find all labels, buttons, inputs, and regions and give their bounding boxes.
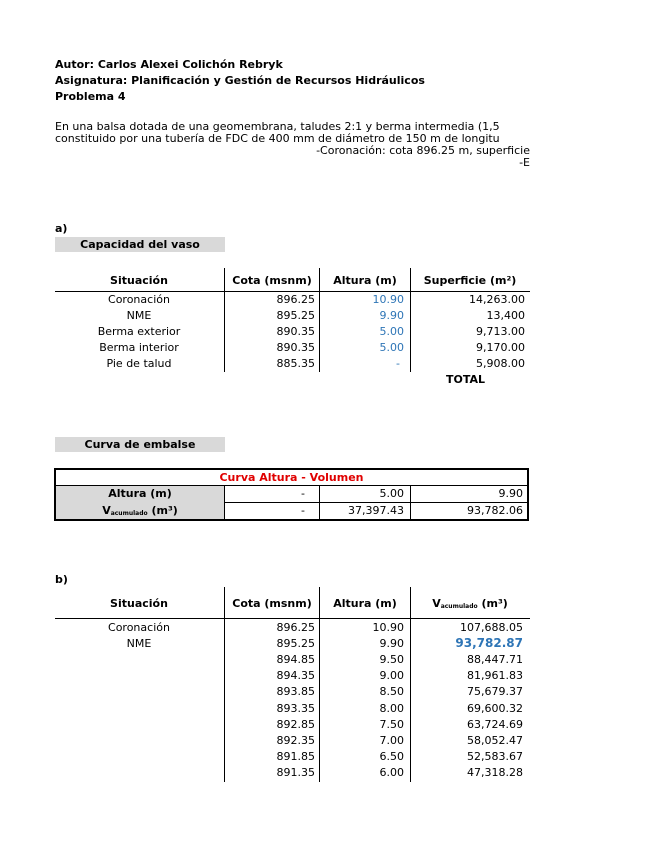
- cota-cell: 895.25: [276, 637, 315, 651]
- statement-line-4: -E: [519, 156, 530, 169]
- vol-cell: 88,447.71: [467, 653, 523, 667]
- cota-cell: 894.85: [276, 653, 315, 667]
- situacion-cell: [55, 652, 223, 667]
- col-header-situacion: Situación: [110, 274, 168, 287]
- section-a-label: a): [55, 222, 68, 235]
- cota-cell: 892.85: [276, 717, 315, 731]
- altura-cell: 9.00: [379, 669, 404, 683]
- cota-cell: 892.35: [276, 733, 315, 747]
- value-cell: 5.00: [379, 487, 404, 500]
- situacion-cell: NME: [126, 637, 152, 651]
- vol-cell: 69,600.32: [467, 701, 523, 715]
- altura-cell: 9.50: [379, 653, 404, 667]
- cota-cell: 896.25: [276, 621, 315, 634]
- cota-cell: 891.35: [276, 765, 315, 779]
- altura-cell: 5.00: [379, 341, 404, 354]
- col-header-situacion: Situación: [110, 597, 168, 610]
- altura-cell: 9.90: [379, 309, 404, 322]
- vol-cell: 58,052.47: [467, 733, 523, 747]
- altura-cell: 8.50: [379, 685, 404, 699]
- altura-cell: 10.90: [372, 293, 404, 306]
- altura-row-label: Altura (m): [108, 487, 172, 500]
- situacion-cell: [55, 733, 223, 748]
- altura-cell: 8.00: [379, 701, 404, 715]
- superficie-cell: 9,170.00: [476, 341, 525, 354]
- situacion-cell: Berma exterior: [97, 325, 181, 338]
- altura-cell: 9.90: [379, 637, 404, 651]
- curve-title-band: Curva de embalse: [55, 437, 225, 452]
- situacion-cell: [55, 765, 223, 780]
- altura-cell: 5.00: [379, 325, 404, 338]
- value-cell: -: [301, 487, 305, 500]
- cota-cell: 885.35: [276, 357, 315, 370]
- statement-line-1: En una balsa dotada de una geomembrana, taludes 2:1 y berma intermedia (1,5: [55, 120, 500, 133]
- value-cell: 93,782.06: [467, 504, 523, 517]
- cota-cell: 891.85: [276, 749, 315, 763]
- situacion-cell: [55, 701, 223, 716]
- altura-cell: 6.50: [379, 749, 404, 763]
- vol-cell: 75,679.37: [467, 685, 523, 699]
- altura-cell: 7.00: [379, 733, 404, 747]
- superficie-cell: 14,263.00: [469, 293, 525, 306]
- author-line: Autor: Carlos Alexei Colichón Rebryk: [55, 58, 283, 71]
- value-cell: 9.90: [498, 487, 523, 500]
- col-header-cota: Cota (msnm): [232, 597, 312, 610]
- situacion-cell: Coronación: [108, 293, 170, 306]
- volume-row-label: $V_{acumulado}$ (m³): [102, 504, 178, 517]
- subject-line: Asignatura: Planificación y Gestión de Recursos Hidráulicos: [55, 74, 425, 87]
- cota-cell: 896.25: [276, 293, 315, 306]
- col-header-superficie: Superficie (m²): [423, 274, 517, 287]
- situacion-cell: NME: [126, 309, 152, 322]
- col-header-volumen: $V_{acumulado}$ (m³): [432, 597, 508, 610]
- cota-cell: 893.85: [276, 685, 315, 699]
- situacion-cell: [55, 749, 223, 764]
- situacion-cell: Berma interior: [99, 341, 179, 354]
- situacion-cell: [55, 684, 223, 699]
- altura-cell: 7.50: [379, 717, 404, 731]
- vol-cell: 47,318.28: [467, 765, 523, 779]
- superficie-cell: 13,400: [486, 309, 525, 322]
- statement-line-3: -Coronación: cota 896.25 m, superficie: [316, 144, 530, 157]
- situacion-cell: Coronación: [108, 621, 170, 634]
- section-b-label: b): [55, 573, 68, 586]
- col-header-altura: Altura (m): [333, 597, 397, 610]
- situacion-cell: [55, 668, 223, 683]
- situacion-cell: Pie de talud: [106, 357, 172, 370]
- value-cell: 37,397.43: [348, 504, 404, 517]
- value-cell: -: [301, 504, 305, 517]
- vol-cell: 81,961.83: [467, 669, 523, 683]
- situacion-cell: [55, 717, 223, 732]
- cota-cell: 890.35: [276, 325, 315, 338]
- vol-cell: 52,583.67: [467, 749, 523, 763]
- cota-cell: 894.35: [276, 669, 315, 683]
- header-divider: [55, 618, 530, 619]
- total-label: TOTAL: [446, 373, 486, 386]
- capacity-title-band: Capacidad del vaso: [55, 237, 225, 252]
- cota-cell: 890.35: [276, 341, 315, 354]
- vol-cell: 93,782.87: [455, 636, 523, 651]
- superficie-cell: 5,908.00: [476, 357, 525, 370]
- superficie-cell: 9,713.00: [476, 325, 525, 338]
- vol-cell: 107,688.05: [460, 621, 523, 634]
- altura-cell: 6.00: [379, 765, 404, 779]
- cota-cell: 895.25: [276, 309, 315, 322]
- statement-line-2: constituido por una tubería de FDC de 400 mm de diámetro de 150 m de longitu: [55, 132, 500, 145]
- problem-title: Problema 4: [55, 90, 126, 103]
- col-header-cota: Cota (msnm): [232, 274, 312, 287]
- altura-cell: 10.90: [372, 621, 404, 634]
- cota-cell: 893.35: [276, 701, 315, 715]
- col-header-altura: Altura (m): [333, 274, 397, 287]
- curve-table-title: Curva Altura - Volumen: [219, 471, 364, 484]
- altura-cell: -: [396, 357, 400, 370]
- vol-cell: 63,724.69: [467, 717, 523, 731]
